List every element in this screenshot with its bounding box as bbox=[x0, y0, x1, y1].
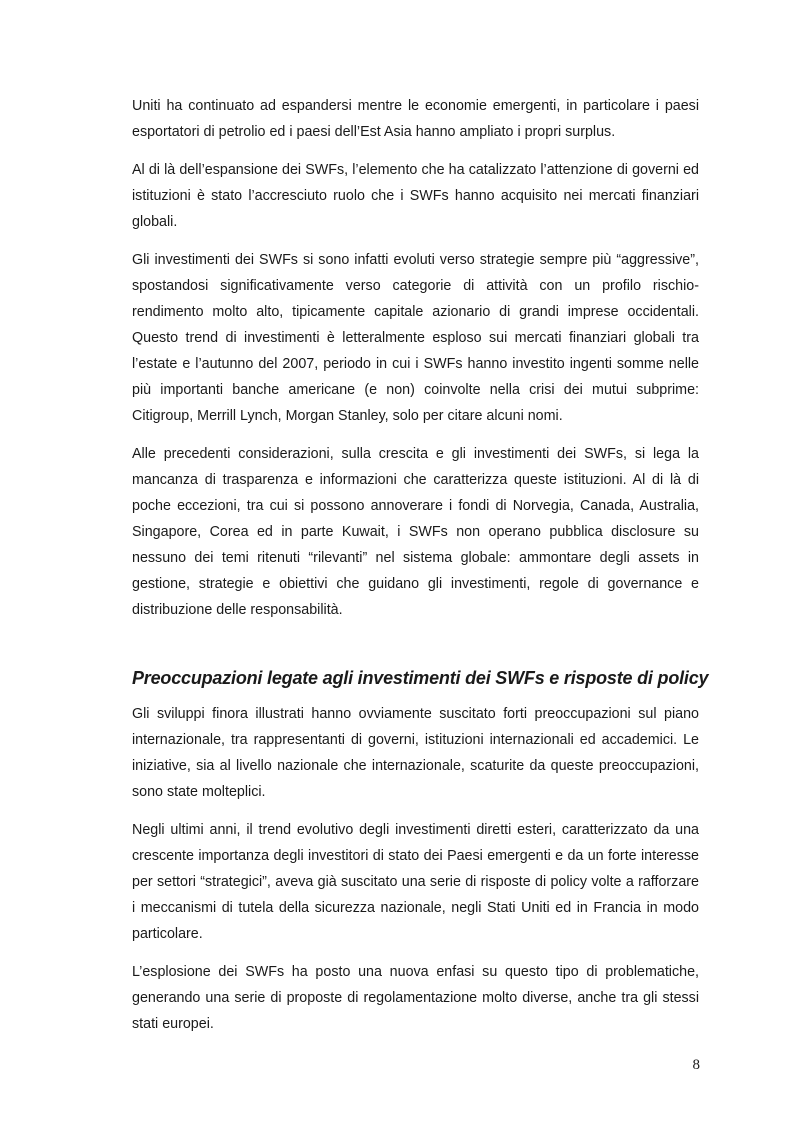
body-paragraph-3: Gli investimenti dei SWFs si sono infatti evoluti verso strategie sempre più “aggressive”, spostandosi significativamente verso categorie di attività con un profilo rischio-rendimento molto alto, tipicamente capitale azionario di grandi imprese occidentali. Questo trend di investimenti è letteralmente esploso sui mercati finanziari globali tra l’estate e l’autunno del 2007, periodo in cui i SWFs hanno investito ingenti somme nelle più importanti banche americane (e non) coinvolte nella crisi dei mutui subprime: Citigroup, Merrill Lynch, Morgan Stanley, solo per citare alcuni nomi. bbox=[132, 252, 699, 424]
document-body bbox=[132, 93, 709, 1049]
page-number: 8 bbox=[692, 1057, 700, 1073]
body-paragraph-1: Uniti ha continuato ad espandersi mentre le economie emergenti, in particolare i paesi esportatori di petrolio ed i paesi dell’Est Asia hanno ampliato i propri surplus. bbox=[132, 98, 699, 140]
section-heading: Preoccupazioni legate agli investimenti dei SWFs e risposte di policy bbox=[132, 668, 709, 688]
body-paragraph-4: Alle precedenti considerazioni, sulla crescita e gli investimenti dei SWFs, si lega la mancanza di trasparenza e informazioni che caratterizza queste istituzioni. Al di là di poche eccezioni, tra cui si possono annoverare i fondi di Norvegia, Canada, Australia, Singapore, Corea ed in parte Kuwait, i SWFs non operano pubblica disclosure su nessuno dei temi ritenuti “rilevanti” nel sistema globale: ammontare degli assets in gestione, strategie e obiettivi che guidano gli investimenti, regole di governance e distribuzione delle responsabilità. bbox=[132, 446, 699, 618]
body-paragraph-6: Negli ultimi anni, il trend evolutivo degli investimenti diretti esteri, caratterizzato da una crescente importanza degli investitori di stato dei Paesi emergenti e da un forte interesse per settori “strategici”, aveva già suscitato una serie di risposte di policy volte a rafforzare i meccanismi di tutela della sicurezza nazionale, negli Stati Uniti ed in Francia in modo particolare. bbox=[132, 822, 699, 942]
body-paragraph-2: Al di là dell’espansione dei SWFs, l’elemento che ha catalizzato l’attenzione di governi ed istituzioni è stato l’accresciuto ruolo che i SWFs hanno acquisito nei mercati finanziari globali. bbox=[132, 162, 699, 230]
body-paragraph-5: Gli sviluppi finora illustrati hanno ovviamente suscitato forti preoccupazioni sul piano internazionale, tra rappresentanti di governi, istituzioni internazionali ed accademici. Le iniziative, sia al livello nazionale che internazionale, scaturite da queste preoccupazioni, sono state molteplici. bbox=[132, 706, 699, 800]
body-paragraph-7: L’esplosione dei SWFs ha posto una nuova enfasi su questo tipo di problematiche, generando una serie di proposte di regolamentazione molto diverse, anche tra gli stessi stati europei. bbox=[132, 964, 699, 1032]
